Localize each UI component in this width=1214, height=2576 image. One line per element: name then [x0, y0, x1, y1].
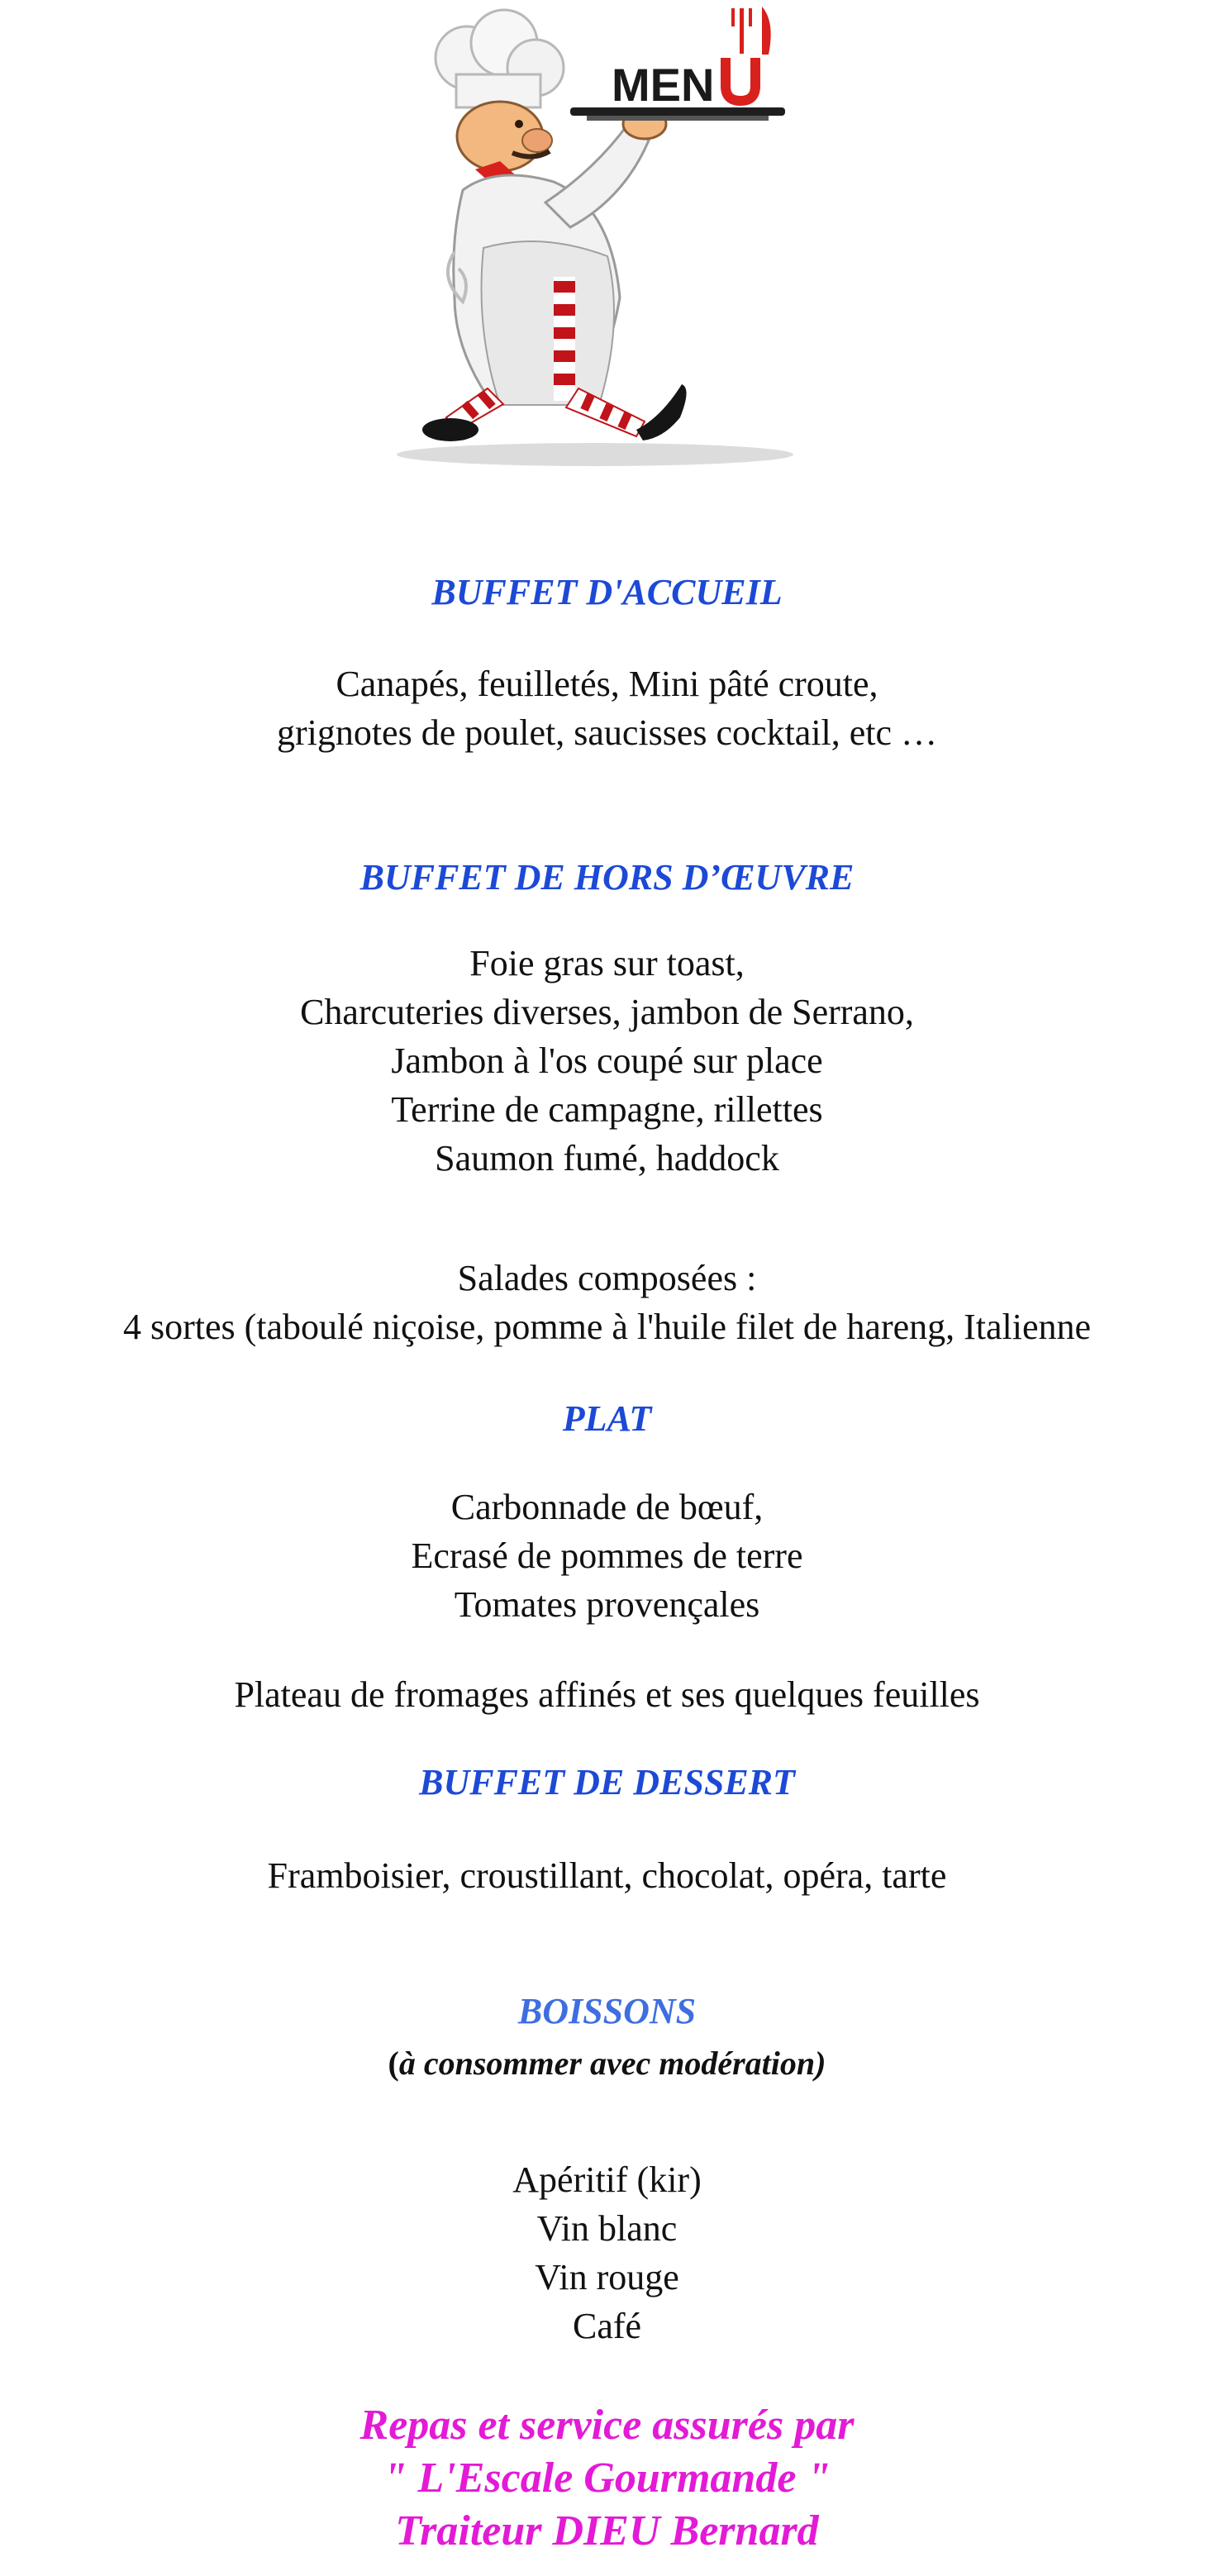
section-body-plat — [0, 1483, 1214, 1629]
fromages-line: Plateau de fromages affinés et ses quelques feuilles — [234, 1674, 980, 1715]
section-title-boissons: BOISSONS — [517, 1991, 697, 2031]
section-body-accueil — [0, 659, 1214, 757]
section-title-hors-doeuvre: BUFFET DE HORS D’ŒUVRE — [359, 857, 855, 898]
text-line: Tomates provençales — [454, 1584, 760, 1625]
footer-caterer — [0, 2399, 1214, 2558]
text-line: Jambon à l'os coupé sur place — [391, 1040, 823, 1081]
note-paren: ( — [388, 2045, 399, 2082]
note-text: à consommer avec modération) — [398, 2045, 826, 2082]
chef-menu-logo — [388, 0, 818, 479]
menu-word: MEN — [612, 59, 715, 111]
text-line: Charcuteries diverses, jambon de Serrano, — [300, 992, 914, 1032]
section-body-salades — [0, 1254, 1214, 1351]
text-line: Terrine de campagne, rillettes — [391, 1089, 823, 1130]
text-line: Salades composées : — [457, 1258, 757, 1298]
section-title-accueil: BUFFET D'ACCUEIL — [431, 572, 783, 612]
text-line: Vin rouge — [535, 2257, 679, 2297]
boissons-note — [0, 2047, 1214, 2080]
text-line: Foie gras sur toast, — [469, 943, 745, 983]
section-body-boissons — [0, 2155, 1214, 2350]
text-line: Ecrasé de pommes de terre — [411, 1536, 803, 1576]
text-line: 4 sortes (taboulé niçoise, pomme à l'huile filet de hareng, Italienne — [122, 1307, 1092, 1347]
text-line: Canapés, feuilletés, Mini pâté croute, — [336, 664, 878, 704]
section-title-plat: PLAT — [562, 1398, 652, 1439]
footer-line: " L'Escale Gourmande " — [383, 2455, 831, 2502]
footer-line: Repas et service assurés par — [359, 2402, 855, 2449]
text-line: Vin blanc — [536, 2208, 678, 2249]
chef-hat — [436, 10, 564, 107]
text-line: Carbonnade de bœuf, — [450, 1487, 764, 1527]
section-title-dessert: BUFFET DE DESSERT — [419, 1762, 795, 1802]
section-body-hors-doeuvre — [0, 939, 1214, 1183]
text-line: Saumon fumé, haddock — [435, 1138, 779, 1178]
text-line: Apéritif (kir) — [512, 2159, 702, 2200]
dessert-line: Framboisier, croustillant, chocolat, opéra, tarte — [267, 1855, 947, 1896]
text-line: Café — [572, 2306, 642, 2346]
text-line: grignotes de poulet, saucisses cocktail, etc … — [276, 712, 938, 753]
footer-line: Traiteur DIEU Bernard — [395, 2507, 819, 2555]
